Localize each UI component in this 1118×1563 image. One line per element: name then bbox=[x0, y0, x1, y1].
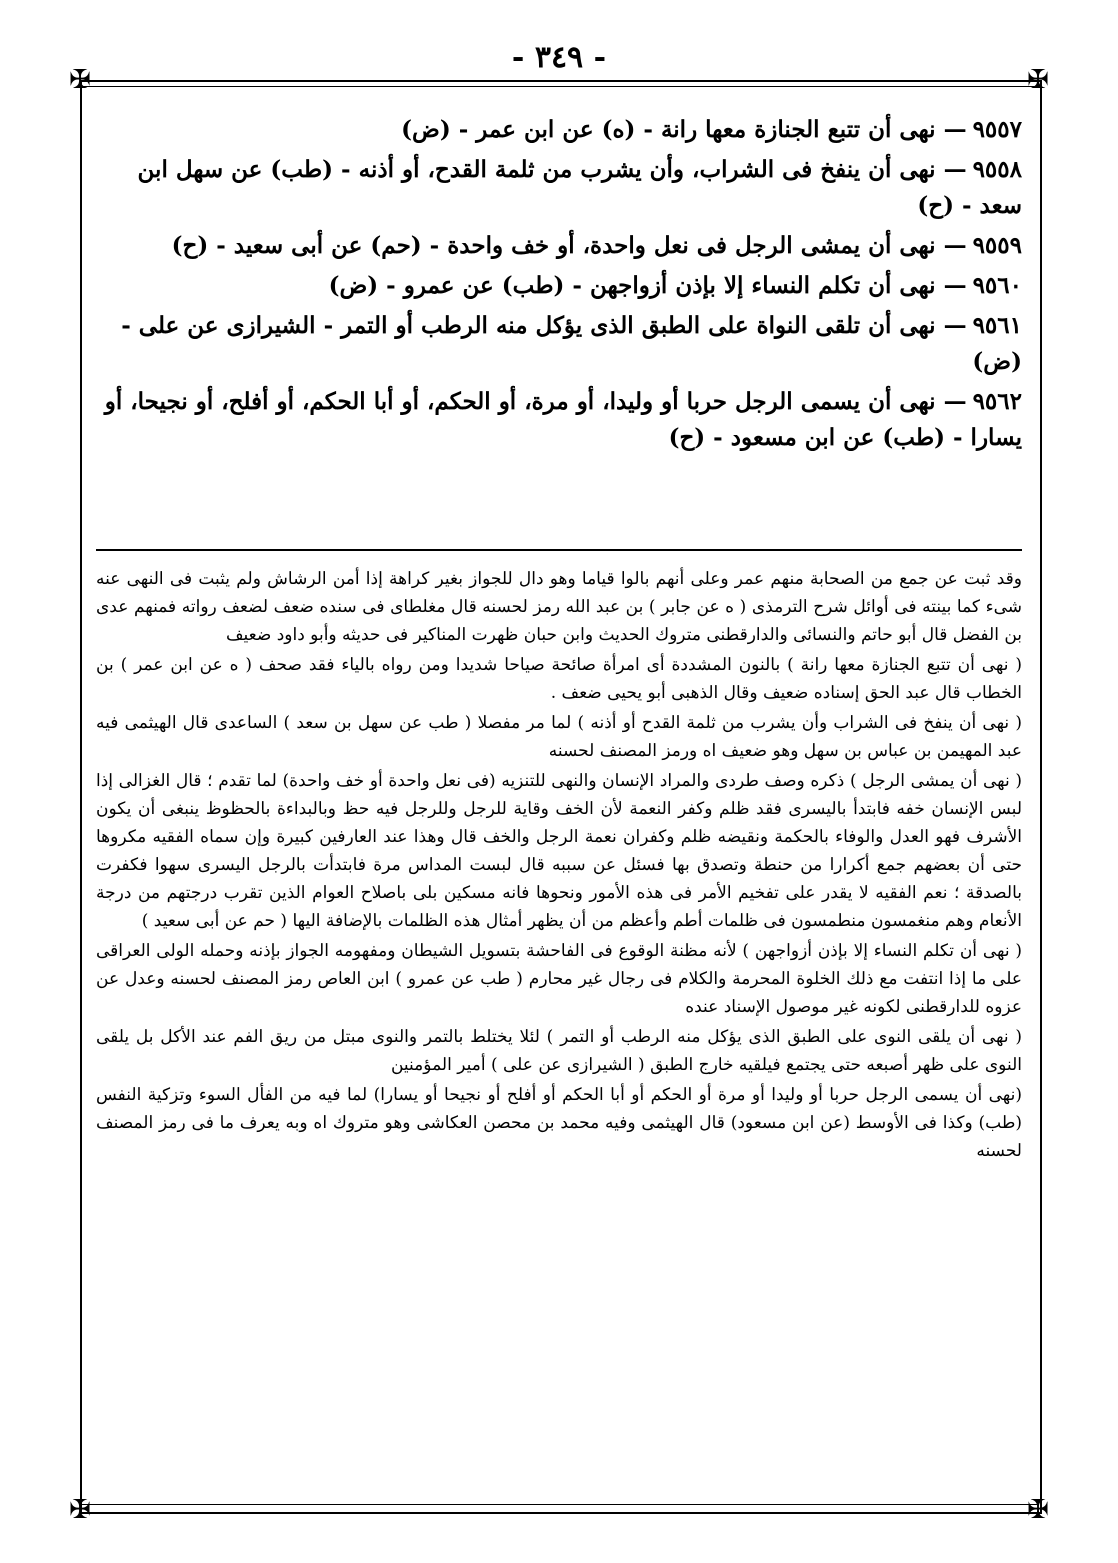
hadith-number: ٩٥٥٧ bbox=[972, 116, 1022, 143]
commentary-paragraph: وقد ثبت عن جمع من الصحابة منهم عمر وعلى أنهم بالوا قياما وهو دال للجواز بغير كراهة إذا أمن الرشاش ولم يثبت فى النهى عنه شىء كما بينته فى أوائل شرح الترمذى ( ه عن جابر ) بن عبد الله رمز لحسنه قال مغلطاى فى سنده ضعف لضعف رواته فمنهم عدى بن الفضل قال أبو حاتم والنسائى والدارقطنى متروك الحديث وابن حبان ظهرت المناكير فى حديثه وأبو داود ضعيف bbox=[96, 569, 1022, 645]
hadith-entry: ٩٥٥٩— نهى أن يمشى الرجل فى نعل واحدة، أو خف واحدة - (حم) عن أبى سعيد - (ح) bbox=[171, 232, 1022, 259]
hadith-entry: ٩٥٥٨— نهى أن ينفخ فى الشراب، وأن يشرب من ثلمة القدح، أو أذنه - (طب) عن سهل ابن سعد - (ح) bbox=[137, 156, 1022, 219]
commentary-paragraph: ( نهى أن تكلم النساء إلا بإذن أزواجهن ) لأنه مظنة الوقوع فى الفاحشة بتسويل الشيطان ومفهومه الجواز بإذنه وحمله الولى العراقى على ما إذا انتفت مع ذلك الخلوة المحرمة والكلام فى رجال غير محارم ( طب عن عمرو ) ابن العاص رمز المصنف لحسنه وعدل عن عزوه للدارقطنى لكونه غير موصول الإسناد عنده bbox=[96, 941, 1022, 1017]
hadith-text: نهى أن تلقى النواة على الطبق الذى يؤكل منه الرطب أو التمر - الشيرازى عن على - (ض) bbox=[121, 312, 1022, 375]
commentary-section bbox=[96, 565, 1022, 1165]
frame-line-bottom bbox=[80, 1504, 1038, 1505]
section-divider bbox=[96, 549, 1022, 551]
ornament-icon: ✠ bbox=[69, 1495, 91, 1525]
ornament-icon: ✠ bbox=[1027, 1495, 1049, 1525]
commentary-paragraph: ( نهى أن تتبع الجنازة معها رانة ) بالنون المشددة أى امرأة صائحة صياحا شديدا ومن رواه بالياء فقد صحف ( ه عن ابن عمر ) بن الخطاب قال عبد الحق إسناده ضعيف وقال الذهبى أبو يحيى ضعف . bbox=[96, 655, 1022, 703]
hadith-text: نهى أن تتبع الجنازة معها رانة - (ه) عن ابن عمر - (ض) bbox=[401, 116, 936, 143]
hadith-entry: ٩٥٦٢— نهى أن يسمى الرجل حربا أو وليدا، أو مرة، أو الحكم، أو أبا الحكم، أو أفلح، أو نجيحا، أو يسارا - (طب) عن ابن مسعود - (ح) bbox=[104, 388, 1022, 451]
commentary-paragraph: (نهى أن يسمى الرجل حربا أو وليدا أو مرة أو الحكم أو أبا الحكم أو أفلح أو نجيحا أو يسارا) لما فيه من الفأل السوء وتزكية النفس (طب) وكذا فى الأوسط (عن ابن مسعود) قال الهيثمى وفيه محمد بن محصن العكاشى وهو متروك اه وبه يعرف ما فى رمز المصنف لحسنه bbox=[96, 1085, 1023, 1161]
hadith-entry: ٩٥٦١— نهى أن تلقى النواة على الطبق الذى يؤكل منه الرطب أو التمر - الشيرازى عن على - (ض) bbox=[121, 312, 1022, 375]
page-number: - ٣٤٩ - bbox=[511, 40, 607, 75]
hadith-number: ٩٥٥٨ bbox=[972, 156, 1022, 183]
hadith-number: ٩٥٦١ bbox=[972, 312, 1022, 339]
hadith-entry: ٩٥٦٠— نهى أن تكلم النساء إلا بإذن أزواجهن - (طب) عن عمرو - (ض) bbox=[328, 272, 1022, 299]
hadith-text: نهى أن يسمى الرجل حربا أو وليدا، أو مرة، أو الحكم، أو أبا الحكم، أو أفلح، أو نجيحا، أو يسارا - (طب) عن ابن مسعود - (ح) bbox=[104, 388, 1022, 451]
hadith-number: ٩٥٦٠ bbox=[972, 272, 1022, 299]
frame-line-top bbox=[80, 86, 1038, 87]
hadith-entry: ٩٥٥٧— نهى أن تتبع الجنازة معها رانة - (ه) عن ابن عمر - (ض) bbox=[401, 116, 1022, 143]
commentary-paragraph: ( نهى أن يمشى الرجل ) ذكره وصف طردى والمراد الإنسان والنهى للتنزيه (فى نعل واحدة أو خف واحدة) لما تقدم ؛ قال الغزالى إذا لبس الإنسان خفه فابتدأ باليسرى فقد ظلم وكفر النعمة لأن الخف وقاية للرجل وللرجل فيه حظ وبالبداءة بالحظوظ ينبغى أن يكون الأشرف فهو العدل والوفاء بالحكمة ونقيضه ظلم وكفران نعمة الرجل والخف قال وهذا عند العارفين كبيرة وإن سماه الفقيه مكروها حتى أن بعضهم جمع أكرارا من حنطة وتصدق بها فسئل عن سببه قال لبست المداس مرة فابتدأت بالرجل اليسرى سهوا فكفرت بالصدقة ؛ نعم الفقيه لا يقدر على تفخيم الأمر فى هذه الأمور ونحوها فانه مسكين بلى باصلاح العوام الذين تقرب درجتهم من درجة الأنعام وهم منغمسون منطمسون فى ظلمات أطم وأعظم من أن يظهر أمثال هذه الظلمات بالإضافة اليها ( حم عن أبى سعيد ) bbox=[96, 771, 1022, 931]
ornament-icon: ✠ bbox=[69, 65, 91, 95]
hadith-text: نهى أن تكلم النساء إلا بإذن أزواجهن - (طب) عن عمرو - (ض) bbox=[328, 272, 936, 299]
hadith-number: ٩٥٥٩ bbox=[972, 232, 1022, 259]
hadith-list bbox=[96, 112, 1022, 460]
hadith-number: ٩٥٦٢ bbox=[972, 388, 1022, 415]
hadith-text: نهى أن يمشى الرجل فى نعل واحدة، أو خف واحدة - (حم) عن أبى سعيد - (ح) bbox=[171, 232, 936, 259]
commentary-paragraph: ( نهى أن ينفخ فى الشراب وأن يشرب من ثلمة القدح أو أذنه ) لما مر مفصلا ( طب عن سهل بن سعد ) الساعدى قال الهيثمى فيه عبد المهيمن بن عباس بن سهل وهو ضعيف اه ورمز المصنف لحسنه bbox=[96, 713, 1022, 761]
commentary-paragraph: ( نهى أن يلقى النوى على الطبق الذى يؤكل منه الرطب أو التمر ) لئلا يختلط بالتمر والنوى مبتل من ريق الفم عند الأكل بل يلقى النوى على ظهر أصبعه حتى يجتمع فيلقيه خارج الطبق ( الشيرازى عن على ) أمير المؤمنين bbox=[96, 1027, 1022, 1075]
hadith-text: نهى أن ينفخ فى الشراب، وأن يشرب من ثلمة القدح، أو أذنه - (طب) عن سهل ابن سعد - (ح) bbox=[137, 156, 1022, 219]
ornament-icon: ✠ bbox=[1027, 65, 1049, 95]
